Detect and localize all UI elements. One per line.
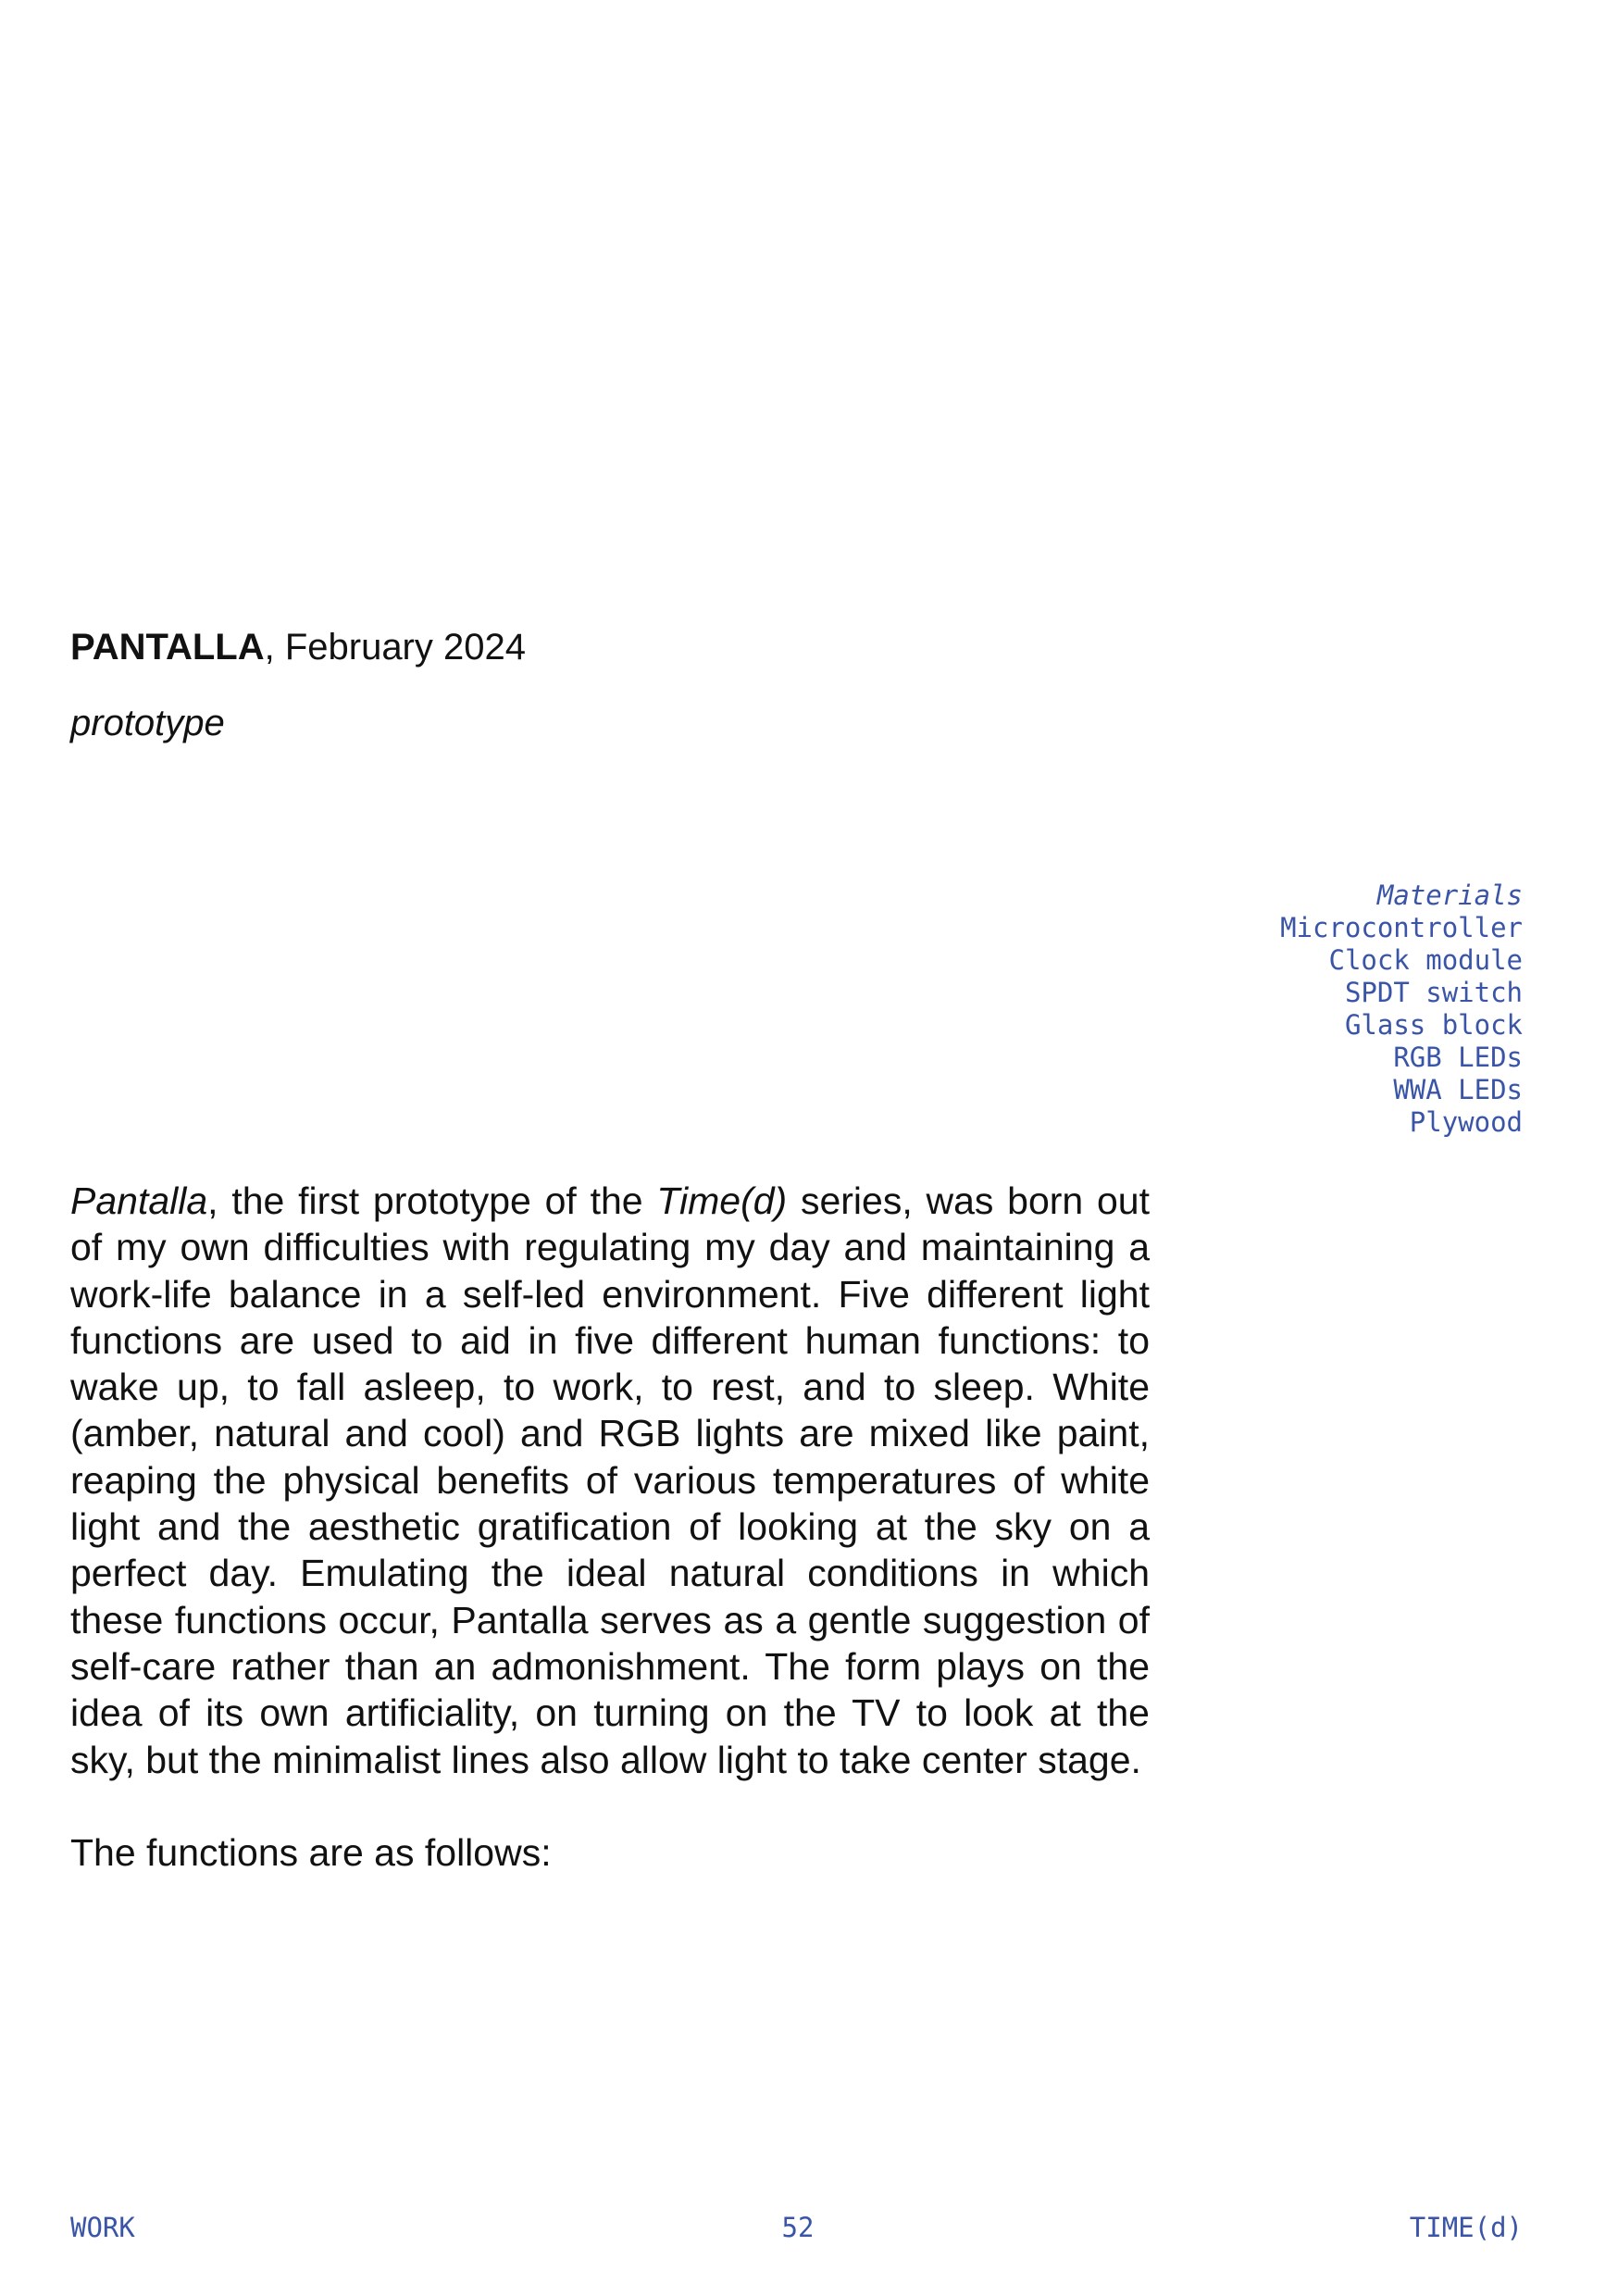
material-item: RGB LEDs (1393, 1042, 1523, 1073)
material-item: Microcontroller (1280, 912, 1523, 943)
material-item: SPDT switch (1344, 977, 1523, 1008)
project-title (70, 624, 526, 670)
project-name-italic: Pantalla (70, 1179, 208, 1222)
functions-intro: The functions are as follows: (70, 1830, 552, 1874)
footer-series-label: TIME(d) (1409, 2212, 1523, 2243)
materials-heading: Materials (1376, 880, 1523, 911)
project-subtitle: prototype (70, 703, 225, 743)
page-number: 52 (781, 2212, 815, 2243)
project-date: , February 2024 (264, 627, 526, 668)
body-text (70, 1178, 1150, 1876)
material-item: Plywood (1409, 1106, 1523, 1138)
materials-list (1280, 880, 1523, 1139)
series-name-italic: Time(d) (656, 1179, 788, 1222)
description-text-a: , the first prototype of the (207, 1179, 657, 1222)
material-item: Glass block (1344, 1009, 1523, 1041)
project-name: PANTALLA (70, 627, 265, 668)
material-item: Clock module (1328, 944, 1523, 976)
description-paragraph (70, 1178, 1150, 1783)
description-text-b: series, was born out of my own difficulties with regulating my day and maintaining a work-life balance in a self-led environment. Five different light functions are used to aid in five different human functions: to wake up, to fall asleep, to work, to rest, and to sleep. White (amber, natural and cool) and RGB lights are mixed like paint, reaping the physical benefits of various temperatures of white light and the aesthetic gratification of looking at the sky on a perfect day. Emulating the ideal natural conditions in which these functions occur, Pantalla serves as a gentle suggestion of self-care rather than an admonishment. The form plays on the idea of its own artificiality, on turning on the TV to look at the sky, but the minimalist lines also allow light to take center stage. (70, 1179, 1150, 1781)
material-item: WWA LEDs (1393, 1074, 1523, 1105)
footer-section-label: WORK (70, 2212, 135, 2243)
